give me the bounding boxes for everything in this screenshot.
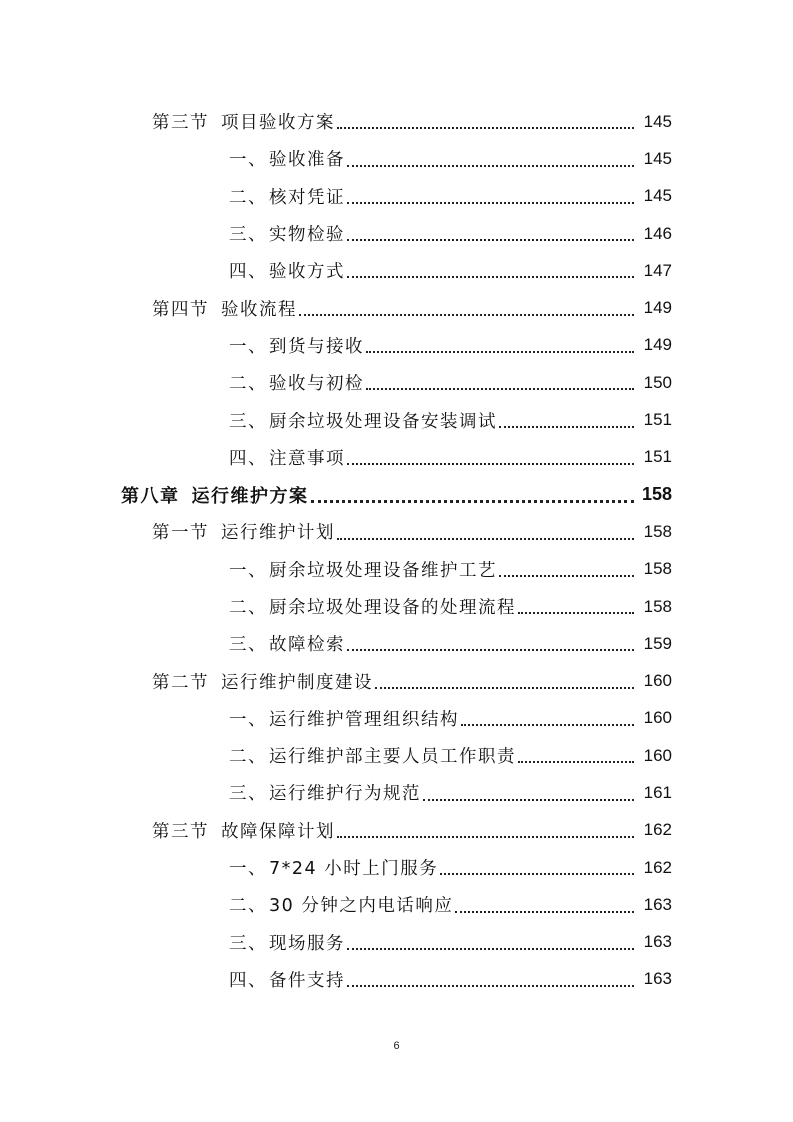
toc-dot-leader [499, 574, 634, 577]
toc-subsection-entry[interactable] [0, 252, 793, 289]
toc-subsection-entry[interactable] [0, 737, 793, 774]
toc-dot-leader [461, 723, 634, 726]
toc-entry-label [229, 370, 364, 395]
toc-subsection-entry[interactable] [0, 140, 793, 177]
toc-entry-label [229, 594, 516, 619]
toc-dot-leader [518, 760, 634, 763]
toc-entry-number: 第一节 [152, 523, 209, 544]
toc-subsection-entry[interactable] [0, 551, 793, 588]
toc-entry-number: 第八章 [121, 485, 180, 507]
toc-entry-number: 第四节 [152, 299, 209, 320]
toc-entry-number: 三、 [229, 933, 267, 954]
toc-entry-title: 验收与初检 [269, 374, 364, 395]
toc-dot-leader [337, 537, 634, 540]
toc-section-entry[interactable] [0, 513, 793, 550]
toc-entry-label [229, 258, 345, 283]
toc-dot-leader [499, 425, 634, 428]
toc-entry-page: 145 [643, 186, 672, 206]
toc-entry-page: 146 [643, 223, 672, 243]
toc-dot-leader [337, 835, 634, 838]
toc-entry-number: 四、 [229, 448, 267, 469]
toc-entry-title: 运行维护部主要人员工作职责 [269, 747, 516, 768]
toc-entry-title: 验收方式 [269, 262, 345, 283]
toc-section-entry[interactable] [0, 103, 793, 140]
toc-dot-leader [347, 164, 634, 167]
toc-section-entry[interactable] [0, 289, 793, 326]
toc-entry-number: 二、 [229, 374, 267, 395]
toc-dot-leader [347, 462, 634, 465]
toc-subsection-entry[interactable] [0, 774, 793, 811]
toc-entry-page: 158 [641, 484, 672, 505]
toc-entry-title: 现场服务 [269, 933, 345, 954]
toc-entry-label [229, 706, 459, 731]
toc-dot-leader [518, 611, 634, 614]
toc-entry-number: 第二节 [152, 672, 209, 693]
toc-entry-title: 验收准备 [269, 150, 345, 171]
toc-subsection-entry[interactable] [0, 364, 793, 401]
toc-dot-leader [299, 313, 634, 316]
toc-subsection-entry[interactable] [0, 924, 793, 961]
toc-entry-label [152, 519, 335, 544]
toc-entry-label [229, 557, 497, 582]
toc-entry-number: 三、 [229, 784, 267, 805]
toc-dot-leader [347, 648, 634, 651]
toc-dot-leader [347, 275, 634, 278]
toc-entry-number: 一、 [229, 560, 267, 581]
toc-entry-number: 二、 [229, 598, 267, 618]
page-number: 6 [393, 1040, 400, 1052]
toc-dot-leader [347, 238, 634, 241]
toc-entry-title: 7*24 小时上门服务 [269, 859, 439, 880]
toc-entry-number: 二、 [229, 747, 267, 768]
toc-subsection-entry[interactable] [0, 401, 793, 438]
toc-subsection-entry[interactable] [0, 961, 793, 998]
toc-entry-title: 到货与接收 [269, 336, 364, 357]
toc-entry-number: 三、 [229, 225, 267, 246]
toc-entry-number: 四、 [229, 970, 267, 991]
toc-entry-title: 备件支持 [269, 970, 345, 991]
toc-entry-label [121, 482, 309, 508]
toc-entry-page: 150 [643, 372, 672, 392]
toc-entry-title: 厨余垃圾处理设备的处理流程 [269, 598, 516, 618]
toc-entry-page: 160 [643, 745, 672, 765]
toc-entry-page: 158 [643, 559, 672, 579]
toc-subsection-entry[interactable] [0, 178, 793, 215]
toc-chapter-entry[interactable] [0, 476, 793, 513]
toc-entry-page: 147 [643, 260, 672, 280]
toc-entry-label [229, 333, 364, 358]
toc-entry-title: 30 分钟之内电话响应 [269, 896, 454, 917]
toc-dot-leader [337, 126, 634, 129]
toc-entry-page: 162 [643, 820, 672, 840]
toc-entry-label [229, 184, 345, 209]
toc-entry-page: 149 [643, 298, 672, 318]
toc-dot-leader [375, 686, 634, 689]
toc-dot-leader [366, 387, 634, 390]
toc-entry-label [152, 296, 297, 321]
toc-entry-title: 运行维护行为规范 [269, 784, 421, 805]
toc-entry-page: 163 [643, 932, 672, 952]
toc-entry-title: 运行维护方案 [191, 485, 309, 507]
toc-subsection-entry[interactable] [0, 439, 793, 476]
toc-entry-title: 注意事项 [269, 448, 345, 469]
toc-entry-number: 一、 [229, 150, 267, 171]
toc-entry-number: 第三节 [152, 821, 209, 842]
toc-subsection-entry[interactable] [0, 700, 793, 737]
toc-entry-page: 158 [643, 596, 672, 616]
toc-dot-leader [347, 947, 634, 950]
toc-entry-label [229, 445, 345, 470]
toc-entry-label [229, 743, 516, 768]
toc-entry-label [229, 967, 345, 992]
toc-entry-title: 运行维护计划 [221, 523, 335, 544]
toc-entry-label [229, 631, 345, 656]
toc-entry-page: 160 [643, 708, 672, 728]
toc-entry-title: 项目验收方案 [221, 113, 335, 134]
toc-entry-page: 163 [643, 969, 672, 989]
table-of-contents [0, 103, 793, 998]
toc-dot-leader [347, 984, 634, 987]
toc-entry-page: 161 [643, 782, 672, 802]
toc-entry-page: 149 [643, 335, 672, 355]
toc-entry-title: 厨余垃圾处理设备维护工艺 [269, 560, 497, 581]
toc-subsection-entry[interactable] [0, 886, 793, 923]
toc-entry-title: 故障保障计划 [221, 821, 335, 842]
toc-entry-page: 160 [643, 671, 672, 691]
toc-entry-label [229, 855, 438, 880]
toc-entry-label [229, 892, 453, 917]
toc-dot-leader [366, 350, 634, 353]
toc-subsection-entry[interactable] [0, 588, 793, 625]
toc-entry-page: 145 [643, 148, 672, 168]
toc-entry-label [229, 780, 421, 805]
toc-subsection-entry[interactable] [0, 215, 793, 252]
toc-section-entry[interactable] [0, 662, 793, 699]
toc-entry-label [152, 109, 335, 134]
toc-entry-label [229, 408, 497, 433]
toc-entry-number: 三、 [229, 411, 267, 432]
toc-dot-leader [423, 798, 634, 801]
toc-subsection-entry[interactable] [0, 849, 793, 886]
toc-entry-title: 运行维护管理组织结构 [269, 709, 459, 730]
toc-entry-label [152, 669, 373, 694]
toc-entry-title: 实物检验 [269, 225, 345, 246]
toc-entry-title: 故障检索 [269, 635, 345, 656]
toc-entry-number: 二、 [229, 896, 267, 917]
toc-entry-number: 一、 [229, 336, 267, 357]
toc-entry-title: 验收流程 [221, 299, 297, 320]
toc-entry-page: 159 [643, 633, 672, 653]
toc-subsection-entry[interactable] [0, 327, 793, 364]
toc-dot-leader [347, 201, 634, 204]
toc-entry-number: 三、 [229, 635, 267, 656]
toc-entry-page: 158 [643, 521, 672, 541]
toc-entry-title: 核对凭证 [269, 187, 345, 208]
toc-section-entry[interactable] [0, 812, 793, 849]
toc-subsection-entry[interactable] [0, 625, 793, 662]
toc-entry-number: 一、 [229, 859, 267, 880]
toc-entry-number: 二、 [229, 187, 267, 208]
toc-entry-page: 145 [643, 111, 672, 131]
toc-entry-page: 162 [643, 857, 672, 877]
toc-entry-page: 151 [643, 410, 672, 430]
toc-dot-leader [455, 910, 634, 913]
toc-entry-label [229, 146, 345, 171]
toc-entry-label [229, 221, 345, 246]
toc-entry-title: 运行维护制度建设 [221, 672, 373, 693]
toc-entry-number: 第三节 [152, 113, 209, 134]
toc-entry-page: 163 [643, 894, 672, 914]
toc-entry-number: 四、 [229, 262, 267, 283]
toc-dot-leader [440, 872, 634, 875]
toc-entry-label [229, 930, 345, 955]
toc-entry-page: 151 [643, 447, 672, 467]
toc-entry-label [152, 818, 335, 843]
toc-dot-leader [311, 499, 635, 503]
toc-entry-title: 厨余垃圾处理设备安装调试 [269, 411, 497, 432]
toc-entry-number: 一、 [229, 709, 267, 730]
